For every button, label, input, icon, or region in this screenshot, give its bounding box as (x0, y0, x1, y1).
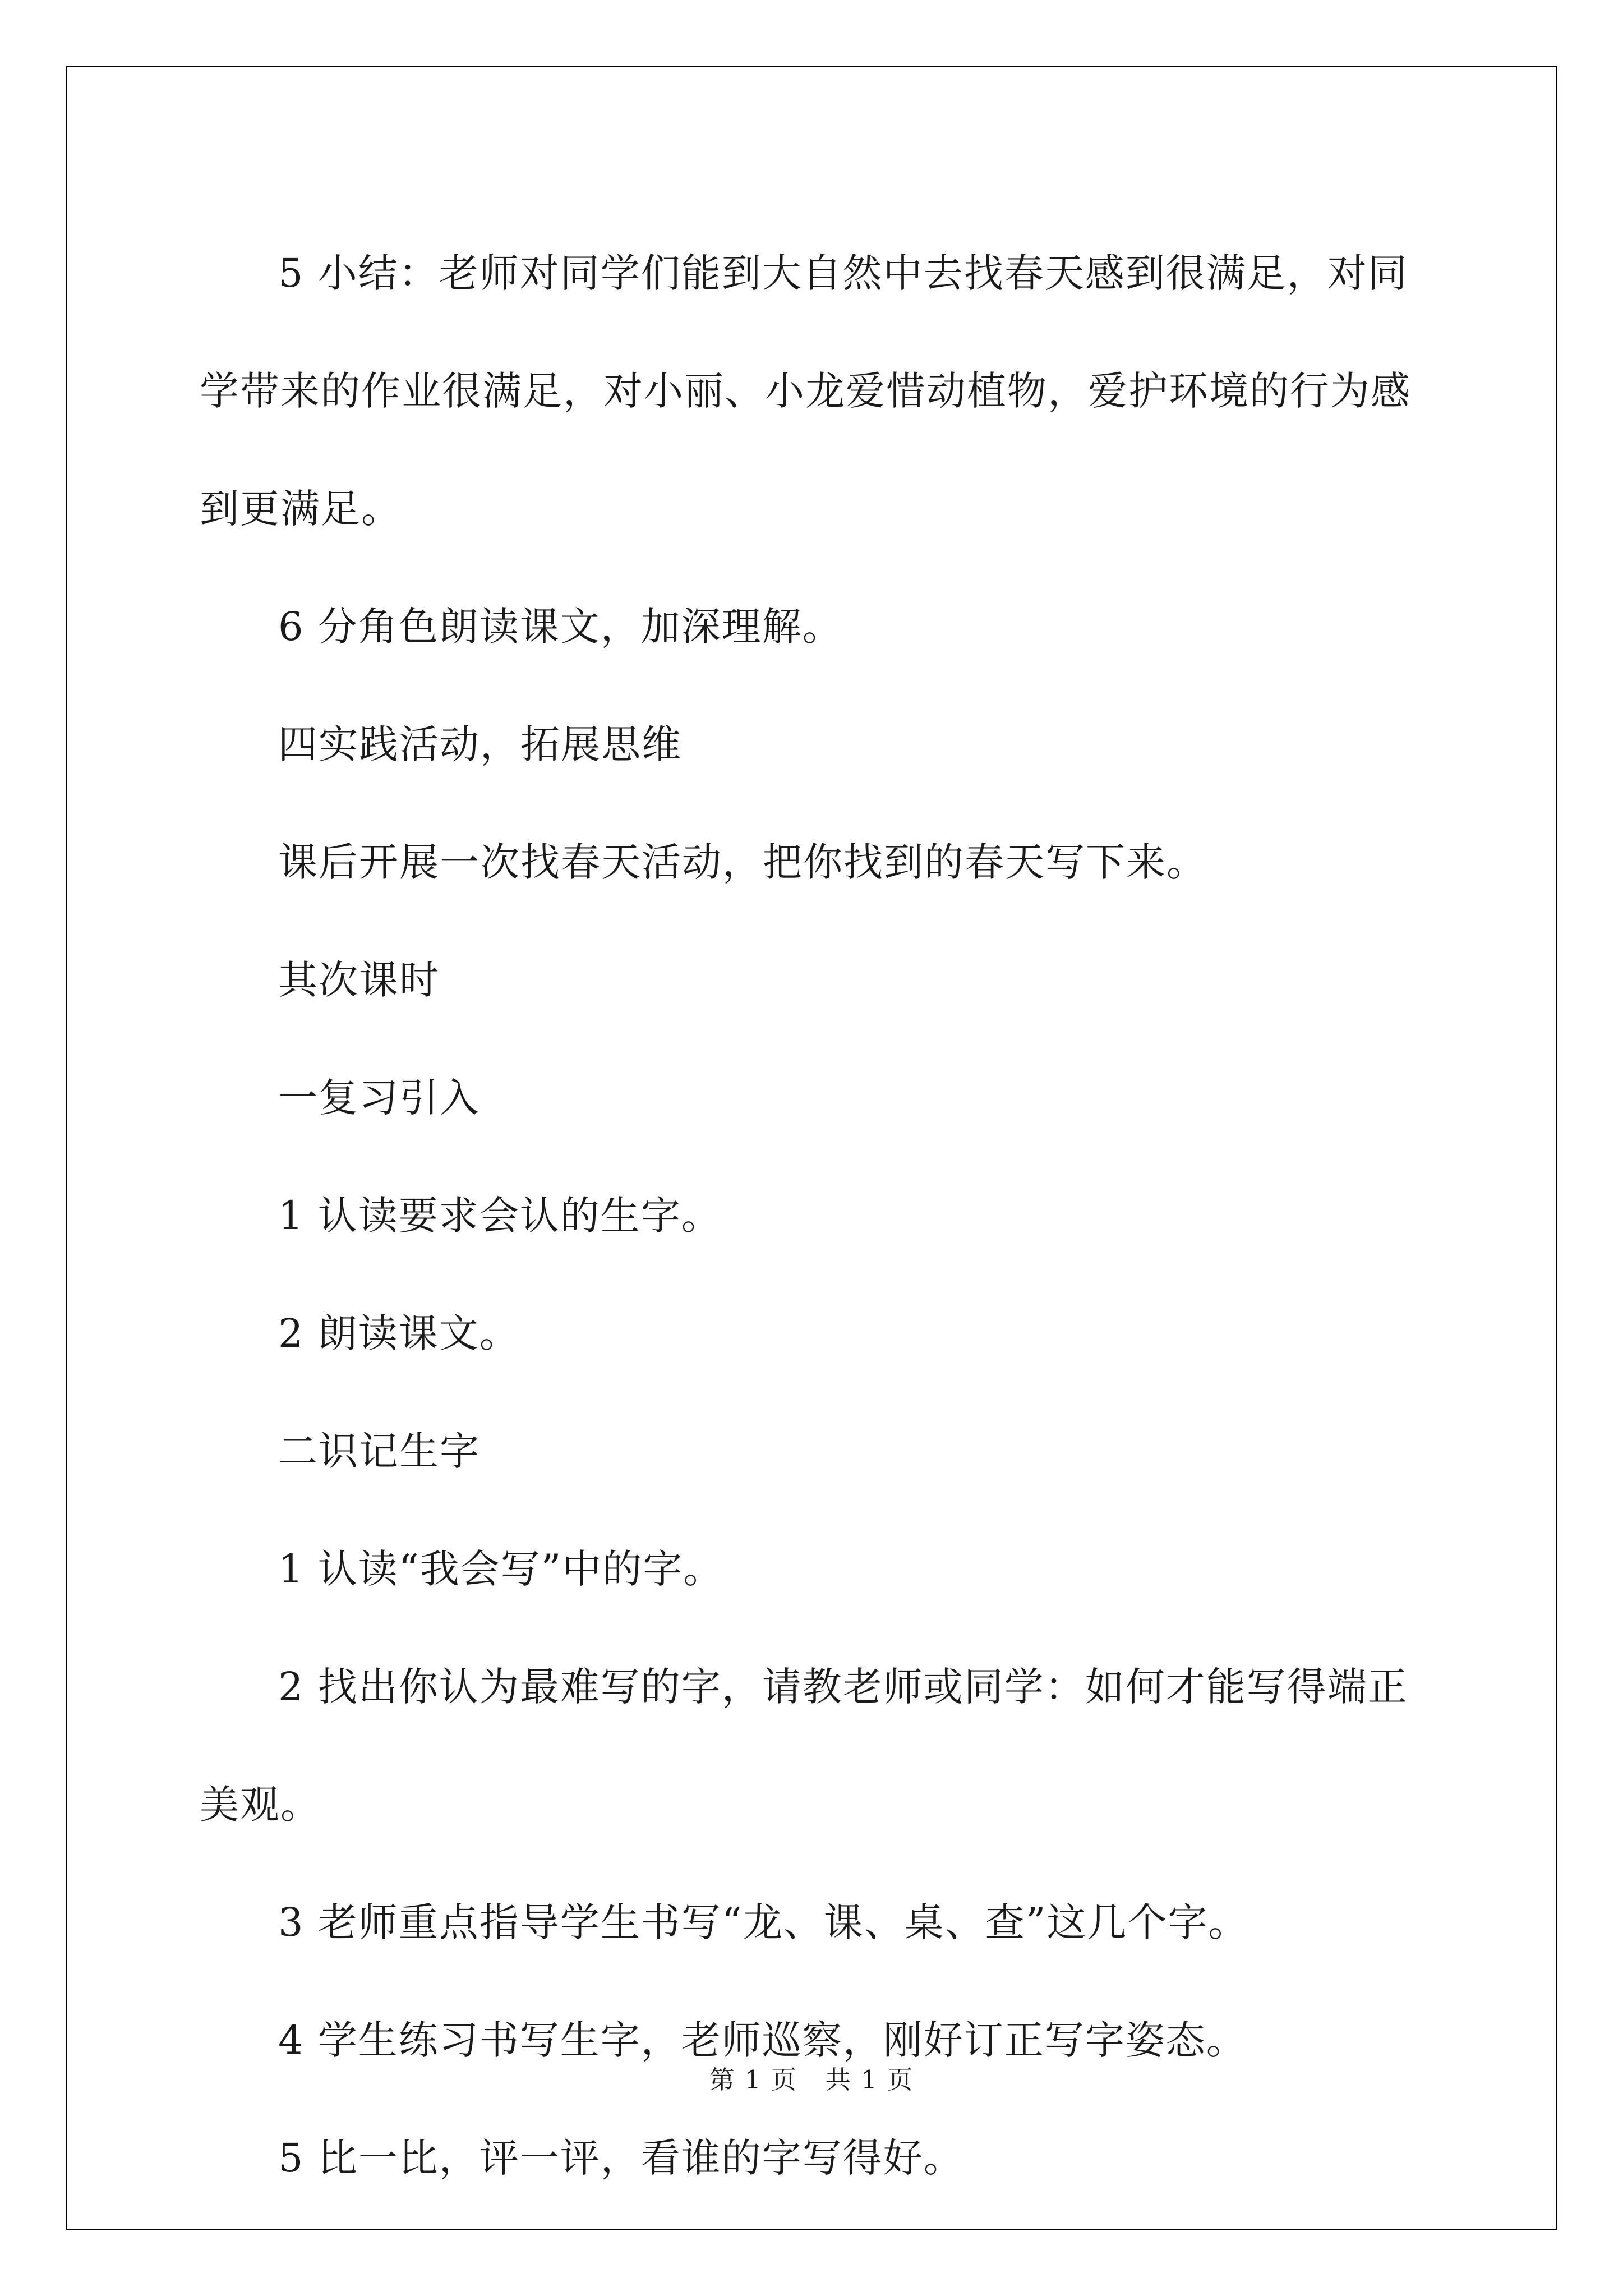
paragraph-line: 5 比一比，评一评，看谁的字写得好。 (278, 2135, 964, 2181)
paragraph-line: 3 老师重点指导学生书写“龙、课、桌、查”这几个字。 (278, 1899, 1249, 1945)
paragraph-line: 2 朗读课文。 (278, 1310, 520, 1356)
paragraph-line: 美观。 (200, 1782, 321, 1828)
section-heading: 一复习引入 (278, 1075, 480, 1121)
section-heading: 其次课时 (278, 957, 440, 1003)
section-heading: 四实践活动，拓展思维 (278, 721, 682, 767)
paragraph-line: 1 认读要求会认的生字。 (278, 1193, 722, 1239)
paragraph-line: 课后开展一次找春天活动，把你找到的春天写下来。 (278, 839, 1207, 885)
paragraph-line: 6 分角色朗读课文，加深理解。 (278, 604, 843, 650)
paragraph-line: 5 小结：老师对同学们能到大自然中去找春天感到很满足，对同 (278, 250, 1408, 296)
paragraph-line: 4 学生练习书写生字，老师巡察，刚好订正写字姿态。 (278, 2017, 1247, 2063)
paragraph-line: 学带来的作业很满足，对小丽、小龙爱惜动植物，爱护环境的行为感 (200, 368, 1411, 414)
current-page-number: 第 1 页 (709, 2065, 797, 2095)
paragraph-line: 1 认读“我会写”中的字。 (278, 1546, 724, 1592)
paragraph-line: 2 找出你认为最难写的字，请教老师或同学：如何才能写得端正 (278, 1664, 1408, 1710)
page-footer (0, 2063, 1623, 2097)
document-body (200, 214, 1433, 2217)
paragraph-line: 到更满足。 (200, 486, 402, 532)
total-page-count: 共 1 页 (826, 2065, 914, 2095)
section-heading: 二识记生字 (278, 1428, 480, 1474)
